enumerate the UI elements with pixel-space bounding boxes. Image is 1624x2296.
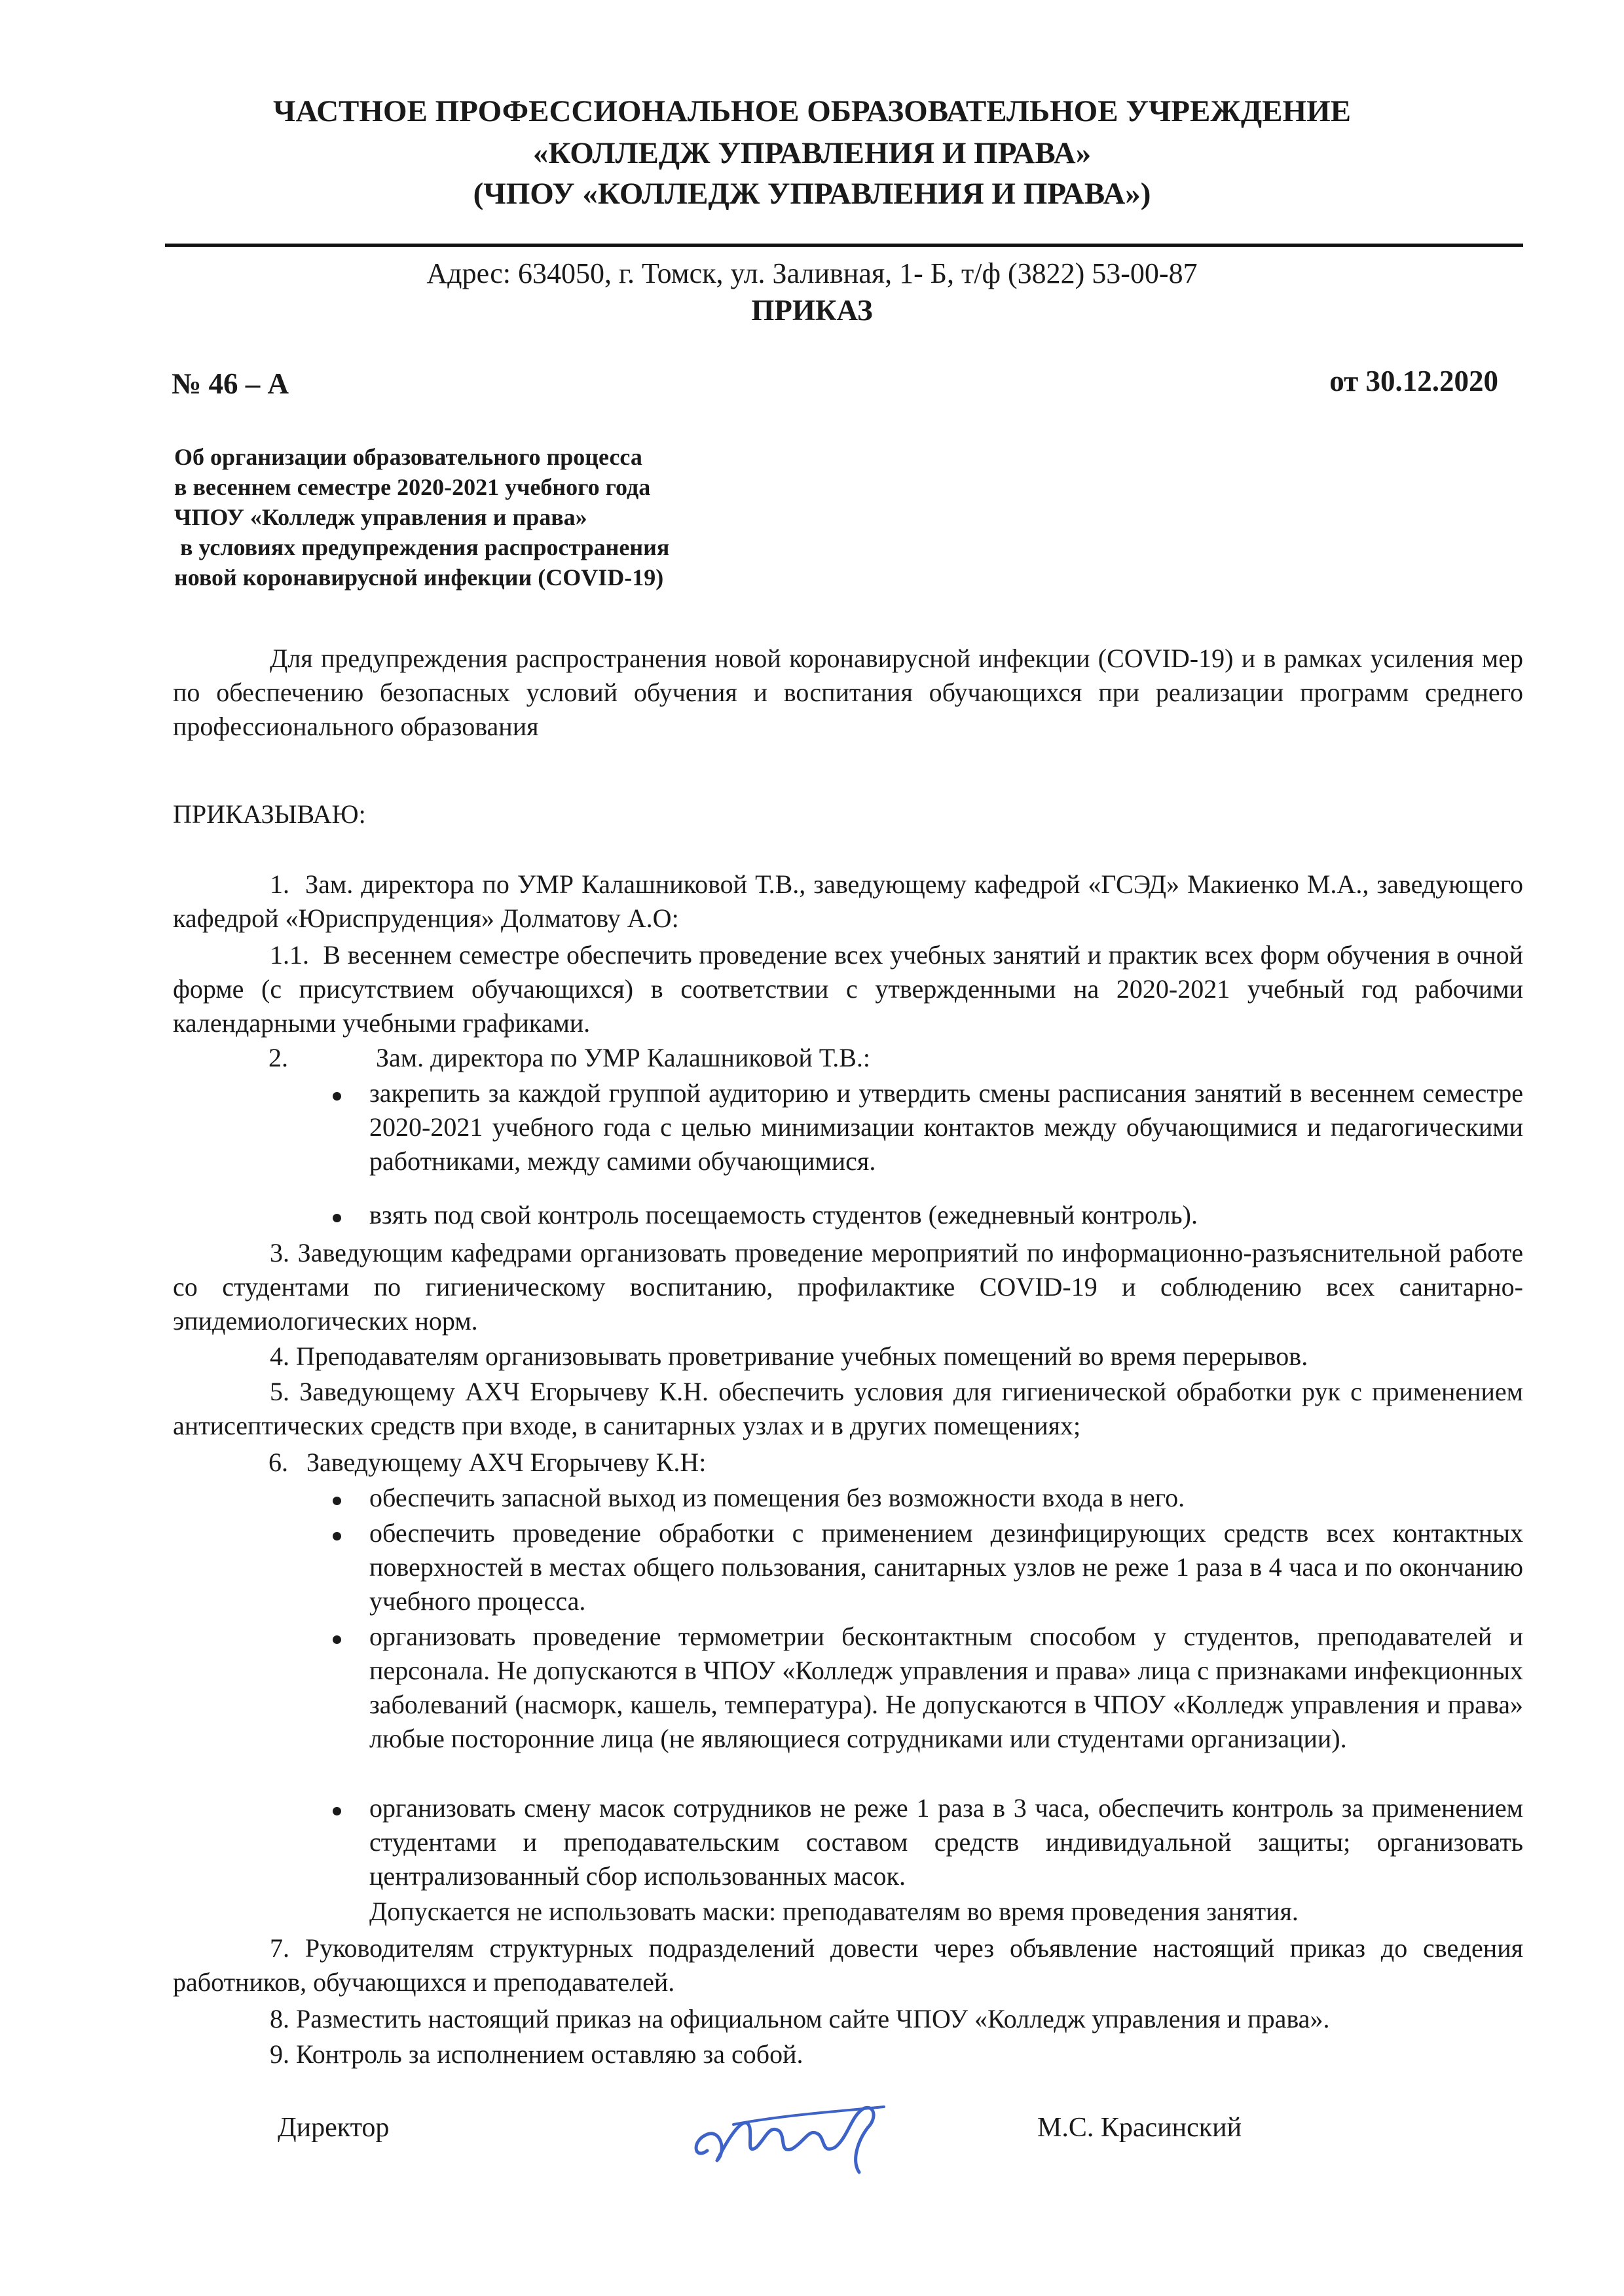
subject-line: новой коронавирусной инфекции (COVID-19) [174, 564, 664, 591]
item-1-1-text: В весеннем семестре обеспечить проведение всех учебных занятий и практик всех форм обучения в очной форме (с присутствием обучающихся) в соответствии с утвержденными на 2020-2021 учебный год рабочими календарными учебными графиками. [173, 940, 1524, 1038]
item-1-text: Зам. директора по УМР Калашниковой Т.В., заведующему кафедрой «ГСЭД» Макиенко М.А., заведующего кафедрой «Юриспруденция» Долматову А.О: [173, 869, 1524, 933]
signature-role: Директор [278, 2113, 390, 2143]
bullet-text: обеспечить запасной выход из помещения без возможности входа в него. [369, 1483, 1185, 1512]
doc-type-title: ПРИКАЗ [751, 294, 873, 327]
item-1-number: 1. [270, 869, 289, 899]
item-1-1-number: 1.1. [270, 940, 309, 970]
item-6-bullet-2 [334, 1516, 1523, 1618]
signature-name: М.С. Красинский [1037, 2113, 1242, 2143]
handwritten-signature [688, 2088, 923, 2180]
item-4: 4. Преподавателям организовывать проветривание учебных помещений во время перерывов. [270, 1341, 1308, 1371]
item-1-1 [173, 938, 1523, 1040]
item-2-number: 2. [268, 1043, 288, 1072]
item-6-bullet-1 [334, 1481, 1523, 1515]
order-word: ПРИКАЗЫВАЮ: [173, 799, 366, 829]
note-text: Допускается не использовать маски: преподавателям во время проведения занятия. [369, 1897, 1299, 1926]
bullet-text: организовать проведение термометрии бесконтактным способом у студентов, преподавателей и персонала. Не допускаются в ЧПОУ «Колледж управления и права» лица с признаками инфекционных заболеваний (насморк, кашель, температура). Не допускаются в ЧПОУ «Колледж управления и права» любые посторонние лица (не являющиеся сотрудниками или студентами организации). [369, 1622, 1523, 1753]
item-6-note [334, 1895, 1523, 1929]
bullet-text: взять под свой контроль посещаемость студентов (ежедневный контроль). [369, 1200, 1198, 1230]
subject-line: ЧПОУ «Колледж управления и права» [174, 504, 587, 530]
order-number: № 46 – А [172, 367, 289, 400]
order-subject [174, 442, 829, 592]
item-9: 9. Контроль за исполнением оставляю за собой. [270, 2039, 803, 2069]
item-3: 3. Заведующим кафедрами организовать проведение мероприятий по информационно-разъяснительной работе со студентами по гигиеническому воспитанию, профилактике COVID-19 и соблюдению всех санитарно-эпидемиологических норм. [173, 1238, 1523, 1336]
item-6-text: Заведующему АХЧ Егорычеву К.Н: [306, 1448, 707, 1477]
subject-line: в условиях предупреждения распространения [174, 534, 670, 560]
bullet-text: закрепить за каждой группой аудиторию и утвердить смены расписания занятий в весеннем семестре 2020-2021 учебного года с целью минимизации контактов между обучающимися и педагогическими работниками, между самими обучающимися. [369, 1078, 1523, 1176]
bullet-text: обеспечить проведение обработки с применением дезинфицирующих средств всех контактных поверхностей в местах общего пользования, санитарных узлов не реже 1 раза в 4 часа и по окончанию учебного процесса. [369, 1518, 1523, 1616]
item-5: 5. Заведующему АХЧ Егорычеву К.Н. обеспечить условия для гигиенической обработки рук с применением антисептических средств при входе, в санитарных узлах и в других помещениях; [173, 1377, 1523, 1440]
org-name-line3: (ЧПОУ «КОЛЛЕДЖ УПРАВЛЕНИЯ И ПРАВА») [473, 177, 1151, 211]
subject-line: в весеннем семестре 2020-2021 учебного года [174, 474, 651, 500]
bullet-text: организовать смену масок сотрудников не реже 1 раза в 3 часа, обеспечить контроль за применением студентами и преподавательским составом средств индивидуальной защиты; организовать централизованный сбор использованных масок. [369, 1793, 1523, 1891]
item-2-text: Зам. директора по УМР Калашниковой Т.В.: [376, 1043, 870, 1072]
item-1 [173, 867, 1523, 936]
item-8: 8. Разместить настоящий приказ на официальном сайте ЧПОУ «Колледж управления и права». [270, 2004, 1330, 2033]
item-7: 7. Руководителям структурных подразделений довести через объявление настоящий приказ до сведения работников, обучающихся и преподавателей. [173, 1933, 1523, 1997]
preamble-paragraph: Для предупреждения распространения новой коронавирусной инфекции (COVID-19) и в рамках усиления мер по обеспечению безопасных условий обучения и воспитания обучающихся при реализации программ среднего профессионального образования [173, 644, 1523, 741]
item-2-bullet-2 [334, 1198, 1523, 1232]
item-6-bullet-4 [334, 1791, 1523, 1893]
item-6-bullet-3 [334, 1620, 1523, 1756]
header-rule [165, 244, 1523, 247]
order-date: от 30.12.2020 [1329, 365, 1498, 397]
org-name-line1: ЧАСТНОЕ ПРОФЕССИОНАЛЬНОЕ ОБРАЗОВАТЕЛЬНОЕ УЧРЕЖДЕНИЕ [273, 94, 1351, 128]
subject-line: Об организации образовательного процесса [174, 444, 642, 470]
address-line: Адрес: 634050, г. Томск, ул. Заливная, 1- Б, т/ф (3822) 53-00-87 [426, 257, 1198, 289]
org-name-line2: «КОЛЛЕДЖ УПРАВЛЕНИЯ И ПРАВА» [532, 136, 1092, 170]
item-6-number: 6. [268, 1448, 288, 1477]
item-2-bullet-1 [334, 1076, 1523, 1178]
